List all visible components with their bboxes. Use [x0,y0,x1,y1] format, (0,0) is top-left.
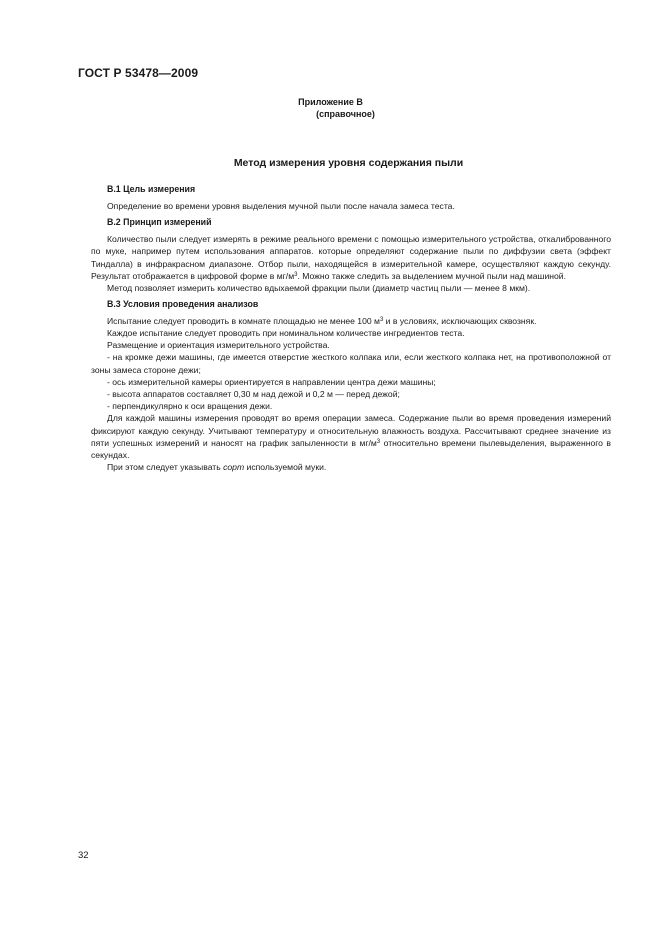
b2-p1-text-b: . Можно также следить за выделением мучной пыли над машиной. [297,270,566,281]
section-b3-list-item-1: - на кромке дежи машины, где имеется отверстие жесткого колпака или, если жесткого колпака нет, на противоположной от зоны замеса стороне дежи; [91,352,611,375]
document-title: Метод измерения уровня содержания пыли [233,157,464,169]
annex-heading [0,96,661,120]
section-b3-paragraph-1 [91,315,611,327]
b3-p4-text-b: относительно времени пылевыделения, выраженного в секундах. [91,437,611,461]
b3-p5-text-a: При этом следует указывать [107,462,224,473]
section-b3-paragraph-5 [91,461,611,473]
section-b3-list-item-2: - ось измерительной камеры ориентируется в направлении центра дежи машины; [107,376,436,387]
section-b3-paragraph-4 [91,412,611,461]
b2-p1-text-a: Количество пыли следует измерять в режиме реального времени с помощью измерительного устройства, откалиброванного по муке, например путем использования аппаратов. которые определяют содержание пыли по диффузии света (эффект Тиндалла) в инфракрасном диапазоне. Отбор пыли, находящейся в измерительной камере, осуществляют каждую секунду. Результат отображается в цифровой форме в мг/м [91,234,611,281]
document-body [91,183,611,473]
section-b3-list-item-4: - перпендикулярно к оси вращения дежи. [107,401,273,412]
page-number: 32 [78,850,89,861]
b3-p5-text-b: используемой муки. [244,462,327,473]
section-b3-heading: В.3 Условия проведения анализов [107,298,259,309]
section-b2-heading: В.2 Принцип измерений [107,216,212,227]
b3-p1-text-a: Испытание следует проводить в комнате площадью не менее 100 м [107,315,380,326]
section-b3-paragraph-2: Каждое испытание следует проводить при номинальном количестве ингредиентов теста. [107,328,465,339]
b2-p1-superscript: 3 [294,271,298,278]
section-b2-paragraph-1 [91,233,611,282]
b3-p5-emphasis: сорт [223,462,245,473]
b3-p1-superscript: 3 [379,316,384,323]
section-b3-list-item-3: - высота аппаратов составляет 0,30 м над дежой и 0,2 м — перед дежой; [107,389,400,400]
section-b2-paragraph-2: Метод позволяет измерить количество вдыхаемой фракции пыли (диаметр частиц пыли — менее 8 мкм). [107,282,531,293]
section-b1-paragraph: Определение во времени уровня выделения мучной пыли после начала замеса теста. [107,201,455,212]
section-b1-heading: В.1 Цель измерения [107,184,196,194]
annex-status: (справочное) [316,109,375,119]
standard-number: ГОСТ Р 53478—2009 [78,66,199,80]
b3-p4-text-a: Для каждой машины измерения проводят во время операции замеса. Содержание пыли во время проведения измерений фиксируют каждую секунду. Учитывают температуру и относительную влажность воздуха. Рассчитывают среднее значение из пяти успешных измерений и наносят на график запыленности в мг/м [91,413,611,448]
b3-p1-text-b: и в условиях, исключающих сквозняк. [383,315,537,326]
b3-p4-superscript: 3 [376,438,381,445]
annex-title: Приложение В [298,97,363,107]
section-b3-paragraph-3: Размещение и ориентация измерительного устройства. [107,340,330,351]
